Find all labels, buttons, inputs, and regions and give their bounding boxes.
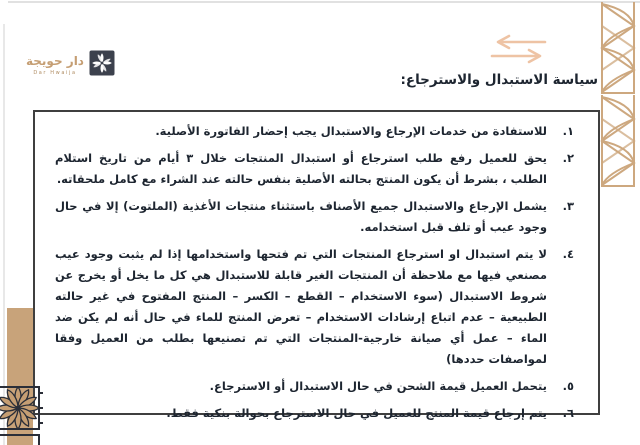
item-number: ٤. — [562, 247, 574, 261]
item-text: يحق للعميل رفع طلب استرجاع أو استبدال المنتجات خلال ٣ أيام من تاريخ استلام الطلب ، بشرط أن يكون المنتج بحالته الأصلية بنفس حالته عند الشراء مع كامل ملحقاته. — [55, 151, 547, 186]
item-number: ١. — [562, 124, 574, 138]
item-text: لا يتم استبدال او استرجاع المنتجات التي تم فتحها واستخدامها إذا لم يثبت وجود عيب مصنعي فيها مع ملاحظة أن المنتجات الغير قابلة للاستبدال هي كل ما يخل أو يخرج عن شروط الاستبدال (سوء الاستخدام – القطع – الكسر – المنتج المفتوح في غير حالته الطبيعية – عدم اتباع إرشادات الاستخدام – تعرض المنتج للماء في حال أنه لم يكن ضد الماء – عمل أي صيانة خارجية-المنتجات التي تم تصنيعها بطلب من العميل وفقا لمواصفات حددها) — [55, 247, 547, 366]
item-text: للاستفادة من خدمات الإرجاع والاستبدال يجب إحضار الفاتورة الأصلية. — [155, 124, 547, 138]
policy-item-4 — [55, 244, 574, 370]
geometric-border-icon — [600, 2, 636, 192]
exchange-arrows-icon — [487, 34, 553, 68]
rosette-ornament-icon — [0, 383, 46, 445]
brand-logo — [26, 50, 115, 80]
policy-box — [33, 110, 600, 420]
policy-item-6 — [55, 403, 574, 424]
scan-edge-top — [8, 1, 640, 3]
policy-item-5 — [55, 376, 574, 397]
item-text: يتحمل العميل قيمة الشحن في حال الاستبدال أو الاسترجاع. — [209, 379, 547, 393]
page-title: سياسة الاستبدال والاسترجاع: — [400, 72, 598, 88]
brand-name-latin: Dar Hwaija — [33, 69, 77, 76]
item-number: ٢. — [562, 151, 574, 165]
item-number: ٥. — [562, 379, 574, 393]
policy-item-2 — [55, 148, 574, 190]
policy-item-1 — [55, 121, 574, 142]
item-number: ٦. — [562, 406, 574, 420]
rosette-emblem-icon — [89, 50, 115, 80]
item-number: ٣. — [562, 199, 574, 213]
brand-name-arabic: دار حويجة — [26, 53, 84, 68]
scan-edge-left — [3, 24, 5, 445]
policy-item-3 — [55, 196, 574, 238]
item-text: يتم إرجاع قيمة المنتج للعميل في حال الاسترجاع بحوالة بنكية فقط. — [166, 406, 547, 420]
brand-logo-text — [26, 55, 84, 76]
item-text: يشمل الإرجاع والاستبدال جميع الأصناف باستثناء منتجات الأغذية (الملتوت) إلا في حال وجود عيب أو تلف قبل استخدامه. — [55, 199, 547, 234]
